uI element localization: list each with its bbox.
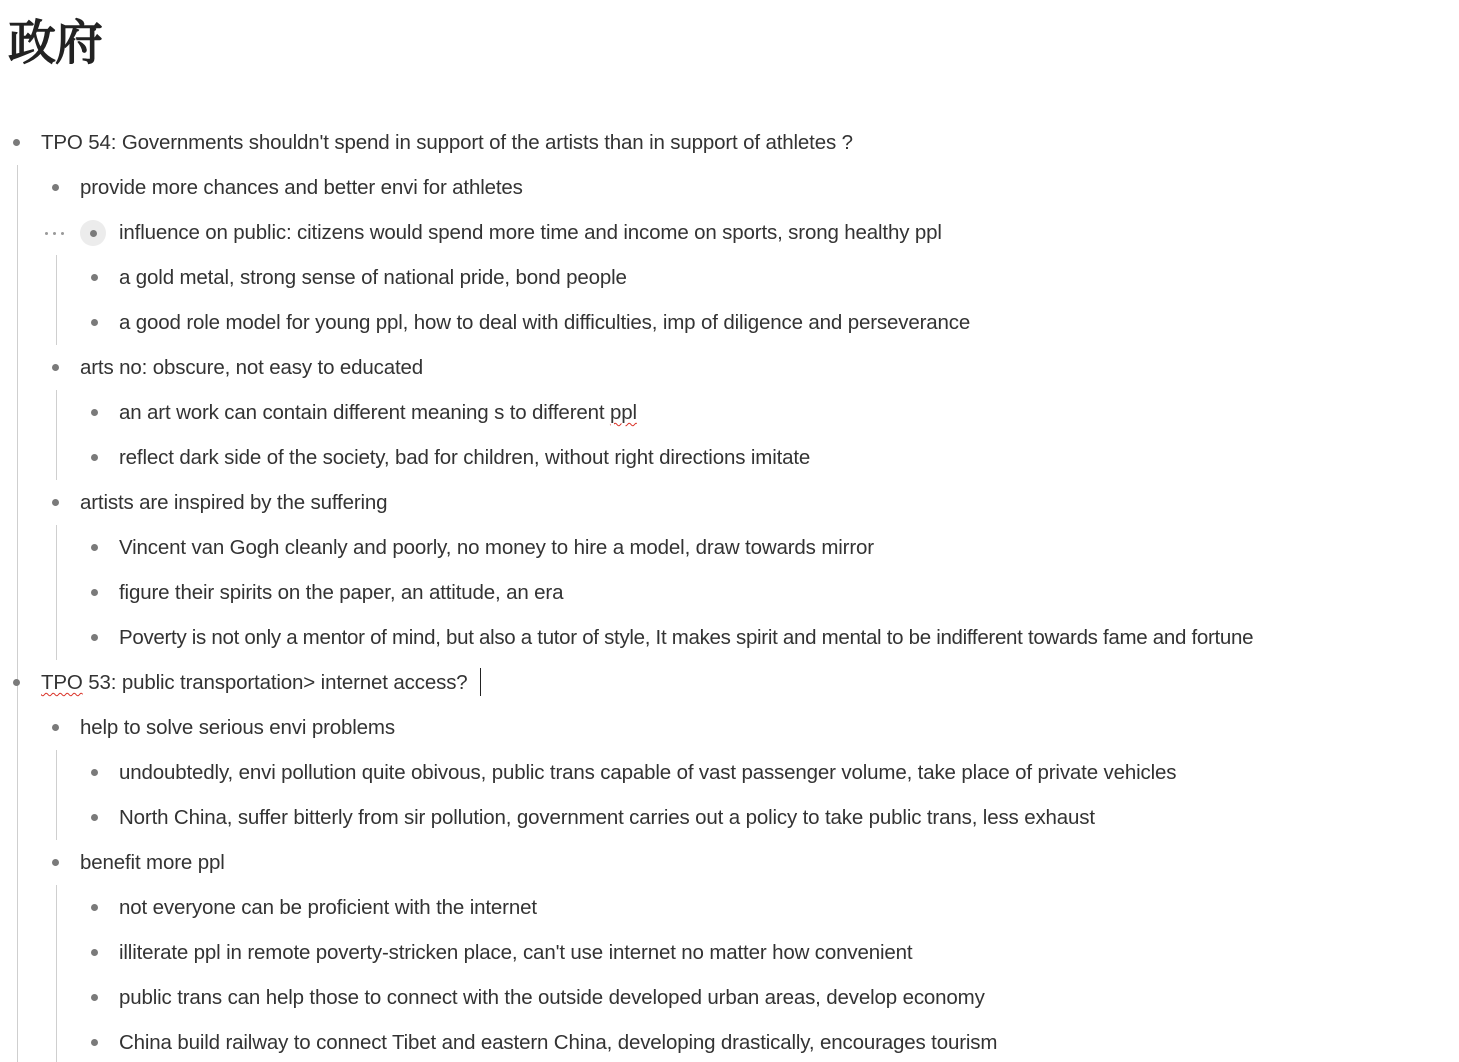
text-segment: an art work can contain different meaning s to different — [119, 401, 610, 424]
bullet-dot-icon[interactable] — [91, 544, 98, 551]
outline-item[interactable] — [0, 660, 1459, 705]
outline-item[interactable] — [0, 255, 1459, 300]
outline-item-text[interactable]: Vincent van Gogh cleanly and poorly, no money to hire a model, draw towards mirror — [119, 536, 874, 559]
outline-item[interactable] — [0, 975, 1459, 1020]
bullet-dot-icon[interactable] — [91, 949, 98, 956]
bullet-dot-icon[interactable] — [91, 409, 98, 416]
outline-item[interactable] — [0, 840, 1459, 885]
bullet-dot-icon[interactable] — [13, 139, 20, 146]
bullet-dot-icon[interactable] — [91, 1039, 98, 1046]
page-title[interactable]: 政府 — [8, 15, 103, 71]
bullet-dot-icon[interactable] — [52, 184, 59, 191]
outline-item-text[interactable]: undoubtedly, envi pollution quite obivous, public trans capable of vast passenger volume, take place of private vehicles — [119, 761, 1177, 784]
outline-item-text[interactable]: reflect dark side of the society, bad for children, without right directions imitate — [119, 446, 811, 469]
outline-item-text[interactable]: a gold metal, strong sense of national pride, bond people — [119, 266, 627, 289]
bullet-dot-icon[interactable] — [91, 769, 98, 776]
outline-item-text[interactable]: benefit more ppl — [80, 851, 225, 874]
outline-item-text[interactable]: TPO 54: Governments shouldn't spend in support of the artists than in support of athletes ? — [41, 131, 853, 154]
bullet-dot-icon[interactable] — [91, 814, 98, 821]
bullet-dot-icon[interactable] — [91, 634, 98, 641]
outline-item[interactable] — [0, 570, 1459, 615]
outline-item[interactable] — [0, 525, 1459, 570]
outline-item[interactable] — [0, 165, 1459, 210]
outline-item-text[interactable]: artists are inspired by the suffering — [80, 491, 388, 514]
bullet-dot-icon[interactable] — [91, 454, 98, 461]
outline-item-text[interactable]: Poverty is not only a mentor of mind, but also a tutor of style, It makes spirit and mental to be indifferent towards fame and fortune — [119, 626, 1254, 649]
outline-item[interactable] — [0, 795, 1459, 840]
outline-item-text[interactable]: North China, suffer bitterly from sir pollution, government carries out a policy to take public trans, less exhaust — [119, 806, 1095, 829]
more-dots-icon[interactable] — [45, 232, 67, 236]
outline-item[interactable] — [0, 885, 1459, 930]
outline-item[interactable] — [0, 705, 1459, 750]
outline-item[interactable] — [0, 1020, 1459, 1062]
bullet-dot-icon[interactable] — [91, 319, 98, 326]
outline-item-text[interactable] — [41, 660, 481, 705]
bullet-dot-icon[interactable] — [13, 679, 20, 686]
outline-item-text[interactable]: figure their spirits on the paper, an attitude, an era — [119, 581, 564, 604]
outline-item[interactable] — [0, 300, 1459, 345]
outline-item[interactable] — [0, 615, 1459, 660]
outline-item-text[interactable]: a good role model for young ppl, how to deal with difficulties, imp of diligence and perseverance — [119, 311, 971, 334]
bullet-dot-icon[interactable] — [91, 994, 98, 1001]
outline-item-text[interactable]: public trans can help those to connect with the outside developed urban areas, develop economy — [119, 986, 985, 1009]
outline-item[interactable] — [0, 390, 1459, 435]
bullet-dot-icon[interactable] — [52, 499, 59, 506]
outline-item-text[interactable]: help to solve serious envi problems — [80, 716, 395, 739]
misspelled-word[interactable]: TPO — [41, 671, 83, 694]
outline-item-text[interactable]: not everyone can be proficient with the internet — [119, 896, 537, 919]
outline — [0, 120, 1459, 1062]
outline-item[interactable] — [0, 930, 1459, 975]
bullet-hover-ring[interactable] — [80, 220, 106, 246]
outline-item-hovered[interactable] — [0, 210, 1459, 255]
outline-item[interactable] — [0, 750, 1459, 795]
bullet-dot-icon[interactable] — [91, 904, 98, 911]
outline-item[interactable] — [0, 120, 1459, 165]
misspelled-word[interactable]: ppl — [609, 401, 637, 424]
outline-item[interactable] — [0, 345, 1459, 390]
outline-item-text[interactable] — [119, 390, 637, 435]
outline-item-text[interactable]: influence on public: citizens would spend more time and income on sports, srong healthy ppl — [119, 221, 942, 244]
outline-item[interactable] — [0, 480, 1459, 525]
bullet-dot-icon[interactable] — [52, 724, 59, 731]
outline-item-text[interactable]: arts no: obscure, not easy to educated — [80, 356, 424, 379]
outline-item-text[interactable]: China build railway to connect Tibet and eastern China, developing drastically, encourages tourism — [119, 1031, 998, 1054]
bullet-dot-icon[interactable] — [52, 364, 59, 371]
outline-item-text[interactable]: illiterate ppl in remote poverty-stricken place, can't use internet no matter how convenient — [119, 941, 913, 964]
outline-item[interactable] — [0, 435, 1459, 480]
text-segment: 53: public transportation> internet access? — [82, 671, 468, 694]
bullet-dot-icon[interactable] — [91, 589, 98, 596]
text-caret — [480, 668, 481, 696]
outline-item-text[interactable]: provide more chances and better envi for athletes — [80, 176, 523, 199]
bullet-dot-icon[interactable] — [52, 859, 59, 866]
bullet-dot-icon[interactable] — [90, 230, 97, 237]
bullet-dot-icon[interactable] — [91, 274, 98, 281]
